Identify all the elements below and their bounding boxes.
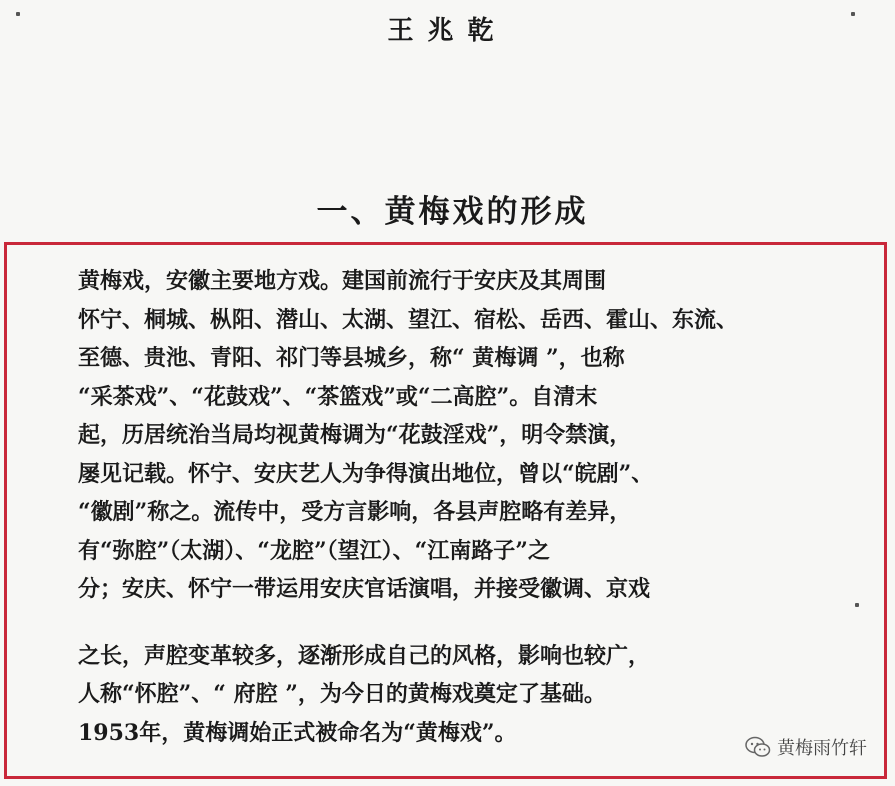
text-line: 之长，声腔变革较多，逐渐形成自己的风格，影响也较广， — [78, 642, 651, 669]
text-line: “采茶戏”、“花鼓戏”、“茶篮戏”或“二高腔”。自清末 — [78, 383, 598, 410]
body-paragraph — [78, 262, 758, 752]
author-name: 王兆乾 — [387, 16, 508, 46]
scan-speck — [16, 12, 20, 16]
text-line: 1953年，黄梅调始正式被命名为“黄梅戏”。 — [78, 719, 517, 746]
watermark-text: 黄梅雨竹轩 — [777, 738, 867, 759]
wechat-icon — [745, 736, 771, 758]
text-line: 有“弥腔”（太湖）、“龙腔”（望江）、“江南路子”之 — [78, 537, 550, 564]
section-title: 一、黄梅戏的形成 — [316, 194, 589, 230]
text-line: 至德、贵池、青阳、祁门等县城乡，称“ 黄梅调 ”，也称 — [78, 345, 625, 371]
watermark — [745, 733, 867, 761]
scan-speck — [851, 12, 855, 16]
text-line: 人称“怀腔”、“ 府腔 ”，为今日的黄梅戏奠定了基础。 — [78, 681, 606, 707]
text-line: 黄梅戏，安徽主要地方戏。建国前流行于安庆及其周围 — [78, 268, 607, 294]
text-line: 起，历居统治当局均视黄梅调为“花鼓淫戏”，明令禁演， — [78, 422, 632, 448]
text-line: “徽剧”称之。流传中，受方言影响，各县声腔略有差异， — [78, 499, 632, 525]
scan-speck — [855, 603, 859, 607]
text-line: 屡见记载。怀宁、安庆艺人为争得演出地位，曾以“皖剧”、 — [78, 460, 654, 487]
text-line: 分；安庆、怀宁一带运用安庆官话演唱，并接受徽调、京戏 — [78, 576, 651, 602]
text-line: 怀宁、桐城、枞阳、潜山、太湖、望江、宿松、岳西、霍山、东流、 — [78, 306, 739, 333]
